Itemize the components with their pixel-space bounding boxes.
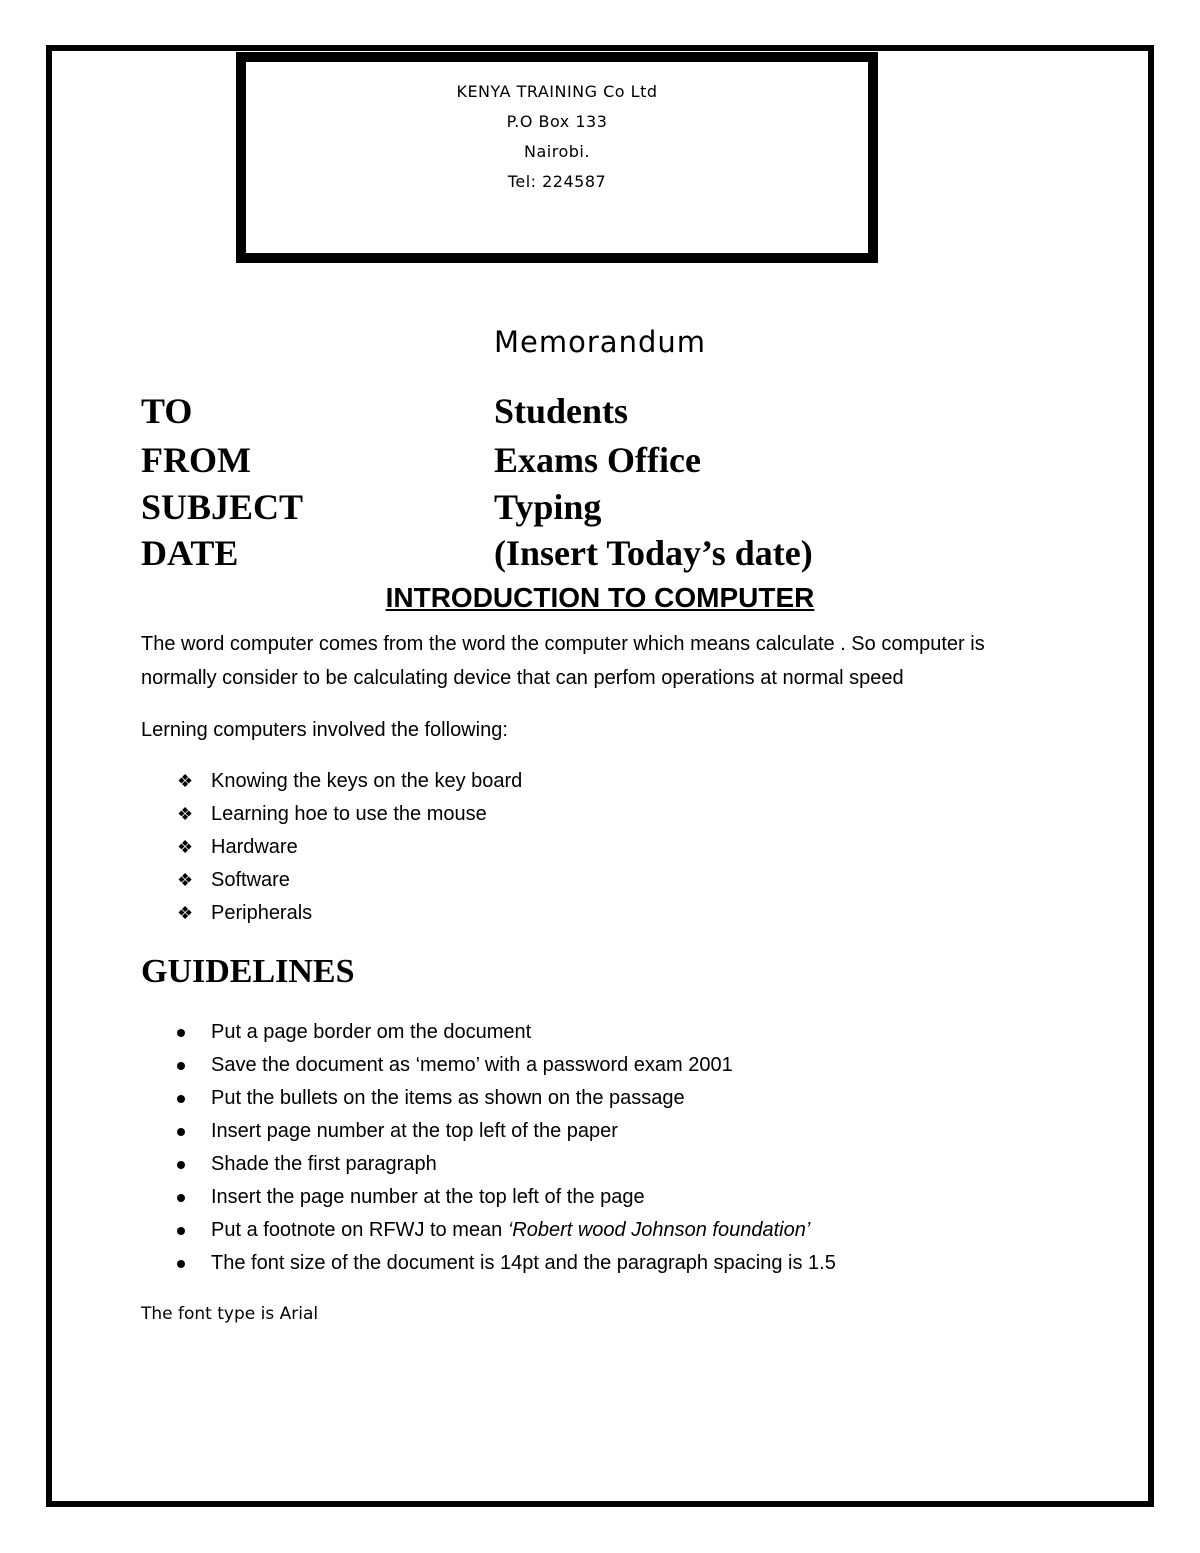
- memo-field-to: [141, 388, 1041, 434]
- company-phone: Tel: 224587: [507, 172, 607, 191]
- list-item: [141, 765, 522, 798]
- company-city: Nairobi.: [524, 142, 590, 161]
- letterhead-box: [236, 52, 878, 263]
- guidelines-heading: GUIDELINES: [141, 953, 355, 990]
- diamond-bullet-icon: ❖: [177, 903, 194, 923]
- diamond-bullet-icon: ❖: [177, 804, 194, 824]
- list-item-text: Software: [211, 869, 290, 891]
- diamond-bullet-icon: ❖: [177, 870, 194, 890]
- list-item: [141, 1016, 836, 1049]
- bullet-dot-icon: [177, 1260, 185, 1268]
- list-item: [141, 1115, 836, 1148]
- field-label: DATE: [141, 533, 239, 573]
- field-value: Exams Office: [494, 440, 701, 480]
- footnote-meaning: ‘Robert wood Johnson foundation’: [507, 1219, 811, 1241]
- list-item-text: Insert the page number at the top left of the page: [211, 1186, 645, 1208]
- list-item: [141, 1148, 836, 1181]
- list-item: [141, 1214, 836, 1247]
- field-label: FROM: [141, 440, 251, 480]
- list-item-text: Put a footnote on RFWJ to mean: [211, 1219, 508, 1241]
- list-item: [141, 864, 522, 897]
- list-item: [141, 897, 522, 930]
- list-item-text: Save the document as ‘memo’ with a password exam 2001: [211, 1054, 733, 1076]
- list-item: [141, 831, 522, 864]
- list-item-text: Knowing the keys on the key board: [211, 770, 523, 792]
- bullet-dot-icon: [177, 1128, 185, 1136]
- field-label: SUBJECT: [141, 487, 304, 527]
- list-item-text: The font size of the document is 14pt and the paragraph spacing is 1.5: [211, 1252, 836, 1274]
- list-item: [141, 1181, 836, 1214]
- intro-paragraph: [141, 627, 1081, 695]
- diamond-bullet-icon: ❖: [177, 771, 194, 791]
- list-item-text: Shade the first paragraph: [211, 1153, 437, 1175]
- list-item: [141, 1049, 836, 1082]
- diamond-bullet-icon: ❖: [177, 837, 194, 857]
- bullet-dot-icon: [177, 1161, 185, 1169]
- guidelines-list: [141, 1016, 836, 1280]
- section-heading: INTRODUCTION TO COMPUTER: [385, 582, 815, 613]
- field-value: Typing: [494, 487, 602, 527]
- intro-line: normally consider to be calculating device that can perfom operations at normal speed: [141, 667, 904, 689]
- bullet-dot-icon: [177, 1062, 185, 1070]
- bullet-dot-icon: [177, 1029, 185, 1037]
- list-item-text: Put the bullets on the items as shown on the passage: [211, 1087, 685, 1109]
- learning-intro: Lerning computers involved the following:: [141, 719, 508, 741]
- list-item-text: Insert page number at the top left of the paper: [211, 1120, 618, 1142]
- bullet-dot-icon: [177, 1227, 185, 1235]
- field-value: (Insert Today’s date): [494, 533, 813, 573]
- bullet-dot-icon: [177, 1095, 185, 1103]
- footer-note: The font type is Arial: [141, 1304, 319, 1324]
- learning-list: [141, 765, 522, 930]
- field-label: TO: [141, 391, 193, 431]
- list-item: [141, 1082, 836, 1115]
- list-item-text: Put a page border om the document: [211, 1021, 532, 1043]
- memo-field-subject: [141, 484, 1041, 530]
- intro-line: The word computer comes from the word the computer which means calculate . So computer is: [141, 633, 985, 655]
- memo-field-date: [141, 530, 1041, 576]
- list-item: [141, 798, 522, 831]
- company-address: P.O Box 133: [506, 112, 608, 131]
- company-name: KENYA TRAINING Co Ltd: [456, 82, 658, 101]
- list-item: [141, 1247, 836, 1280]
- list-item-text: Peripherals: [211, 902, 313, 924]
- memo-field-from: [141, 437, 1041, 483]
- field-value: Students: [494, 391, 629, 431]
- memo-title: Memorandum: [494, 325, 706, 359]
- list-item-text: Learning hoe to use the mouse: [211, 803, 487, 825]
- bullet-dot-icon: [177, 1194, 185, 1202]
- list-item-text: Hardware: [211, 836, 298, 858]
